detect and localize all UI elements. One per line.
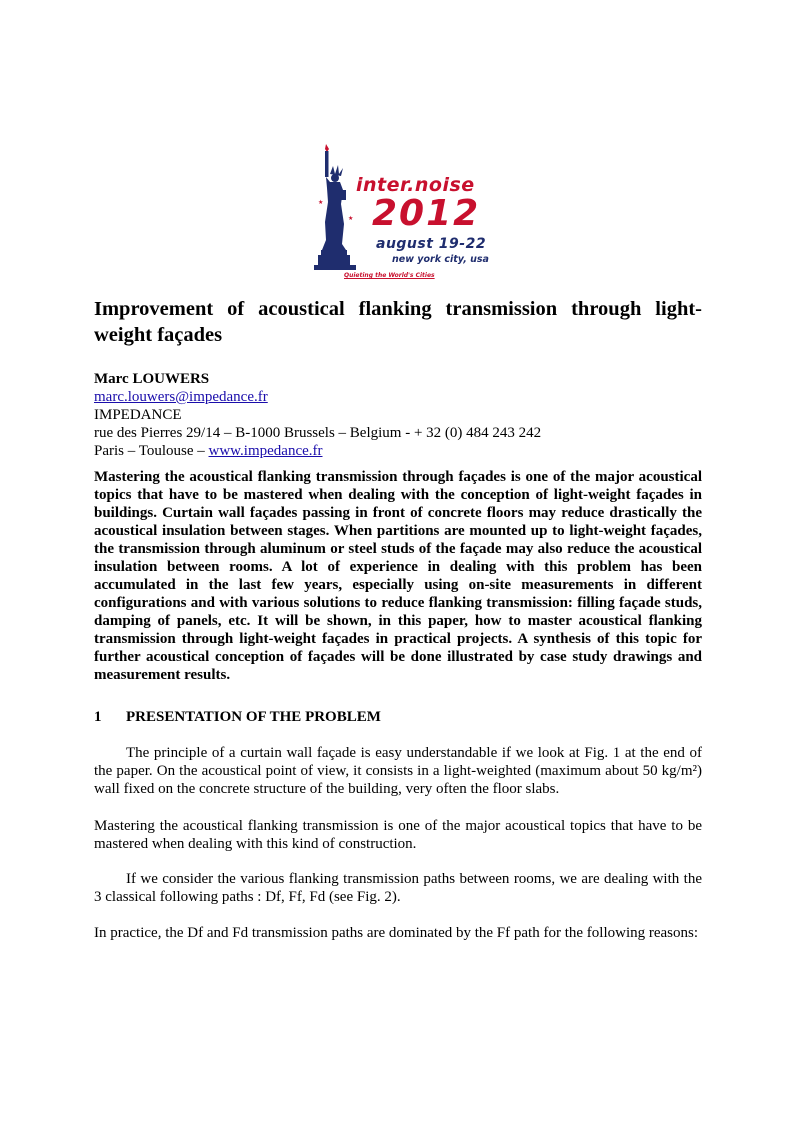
paragraph: The principle of a curtain wall façade is easy understandable if we look at Fig. 1 at the end of the paper. On the acoustical point of view, it consists in a light-weighted (maximum about 50 kg/m²) wall fixed on the concrete structure of the building, very often the floor slabs. (94, 745, 702, 797)
author-name: Marc LOUWERS (94, 371, 210, 387)
logo-conference-name: inter.noise (356, 174, 475, 196)
logo-dates: august 19-22 (376, 236, 487, 252)
svg-text:★: ★ (348, 215, 354, 222)
paragraph: In practice, the Df and Fd transmission paths are dominated by the Ff path for the following reasons: (94, 925, 699, 941)
paragraph: Mastering the acoustical flanking transmission is one of the major acoustical topics that have to be mastered when dealing with this kind of construction. (94, 818, 702, 852)
section-title: PRESENTATION OF THE PROBLEM (126, 709, 381, 725)
paper-title-line2: weight façades (94, 324, 223, 346)
author-offices: Paris – Toulouse – (94, 443, 209, 459)
paper-title-line1: Improvement of acoustical flanking transmission through light- (94, 298, 702, 320)
author-offices-line (94, 442, 541, 460)
author-website-link[interactable]: www.impedance.fr (208, 443, 323, 459)
conference-logo (310, 144, 490, 282)
paper-title (94, 296, 702, 348)
author-address: rue des Pierres 29/14 – B-1000 Brussels – Belgium - + 32 (0) 484 243 242 (94, 425, 542, 441)
author-email-link[interactable]: marc.louwers@impedance.fr (94, 389, 268, 405)
section-heading (94, 709, 381, 726)
section-number: 1 (94, 709, 102, 725)
logo-year: 2012 (372, 193, 481, 234)
abstract: Mastering the acoustical flanking transmission through façades is one of the major acoustical topics that have to be mastered when dealing with the conception of light-weight façades in buildings. Curtain wall façades passing in front of concrete floors may reduce drastically the acoustical insulation between stages. When partitions are mounted up to light-weight façades, the transmission through aluminum or steel studs of the façade may also reduce the acoustical insulation between rooms. A lot of experience in dealing with this problem has been accumulated in the last few years, especially using on-site measurements in different configurations and with various solutions to reduce flanking transmission: filling façade studs, damping of panels, etc. It will be shown, in this paper, how to master acoustical flanking transmission through light-weight façades in practical projects. A synthesis of this topic for further acoustical conception of façades will be done illustrated by case study drawings and measurement results. (94, 469, 702, 683)
author-company: IMPEDANCE (94, 407, 182, 423)
logo-city: new york city, usa (392, 254, 489, 265)
author-block (94, 370, 541, 460)
svg-text:★: ★ (318, 199, 324, 206)
paragraph: If we consider the various flanking transmission paths between rooms, we are dealing with the 3 classical following paths : Df, Ff, Fd (see Fig. 2). (94, 871, 702, 905)
logo-tagline: Quieting the World's Cities (344, 272, 435, 279)
